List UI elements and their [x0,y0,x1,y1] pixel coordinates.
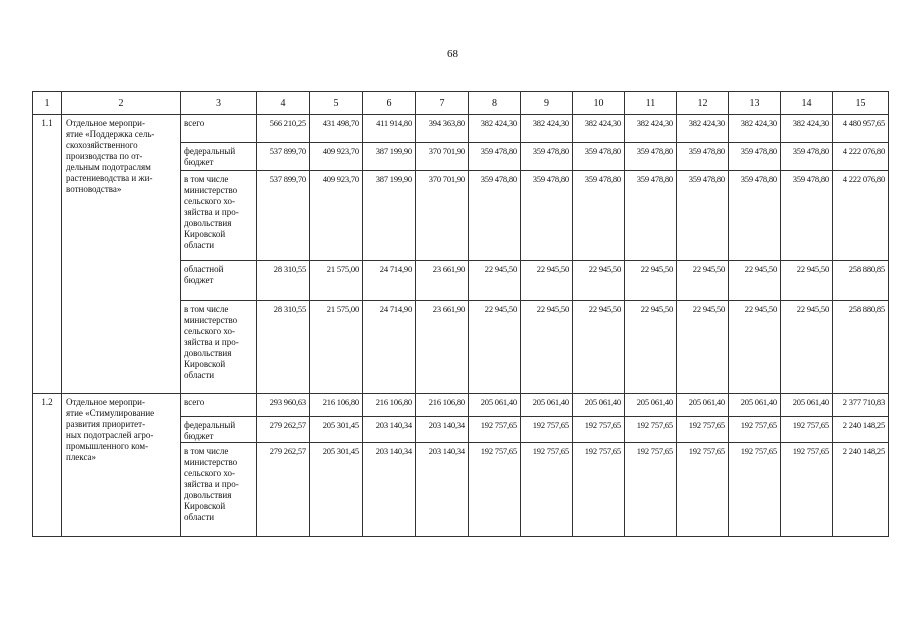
column-header: 12 [677,92,729,115]
year-value: 279 262,57 [257,443,310,537]
year-value: 359 478,80 [677,143,729,171]
column-header: 10 [573,92,625,115]
year-value: 192 757,65 [573,417,625,443]
year-value: 192 757,65 [521,443,573,537]
year-value: 205 061,40 [573,394,625,417]
year-value: 216 106,80 [310,394,363,417]
funding-source-label: всего [181,394,257,417]
year-value: 205 061,40 [521,394,573,417]
year-value: 22 945,50 [625,301,677,394]
total-value: 2 240 148,25 [833,443,889,537]
year-value: 566 210,25 [257,115,310,143]
year-value: 22 945,50 [625,261,677,301]
year-value: 192 757,65 [729,443,781,537]
year-value: 370 701,90 [416,171,469,261]
year-value: 431 498,70 [310,115,363,143]
year-value: 359 478,80 [573,171,625,261]
year-value: 192 757,65 [781,443,833,537]
header-row [33,92,889,115]
year-value: 192 757,65 [625,443,677,537]
year-value: 205 061,40 [677,394,729,417]
year-value: 203 140,34 [416,417,469,443]
year-value: 382 424,30 [625,115,677,143]
funding-source-label: федеральный бюджет [181,417,257,443]
year-value: 382 424,30 [573,115,625,143]
column-header: 3 [181,92,257,115]
year-value: 22 945,50 [521,261,573,301]
year-value: 359 478,80 [729,171,781,261]
column-header: 7 [416,92,469,115]
item-description: Отдельное меропри- ятие «Поддержка сель- скохозяйственного производства по от- дельным подотраслям растениеводства и жи- вотноводства» [62,115,181,394]
year-value: 216 106,80 [363,394,416,417]
table-row [33,394,889,417]
column-header: 1 [33,92,62,115]
column-header: 15 [833,92,889,115]
year-value: 382 424,30 [781,115,833,143]
year-value: 28 310,55 [257,301,310,394]
year-value: 293 960,63 [257,394,310,417]
year-value: 22 945,50 [677,301,729,394]
funding-source-label: областной бюджет [181,261,257,301]
year-value: 192 757,65 [781,417,833,443]
budget-table [32,91,889,537]
year-value: 192 757,65 [677,443,729,537]
column-header: 11 [625,92,677,115]
year-value: 22 945,50 [573,261,625,301]
year-value: 22 945,50 [729,301,781,394]
year-value: 192 757,65 [573,443,625,537]
year-value: 21 575,00 [310,301,363,394]
year-value: 382 424,30 [521,115,573,143]
year-value: 192 757,65 [677,417,729,443]
column-header: 4 [257,92,310,115]
item-number: 1.1 [33,115,62,394]
year-value: 24 714,90 [363,261,416,301]
total-value: 2 377 710,83 [833,394,889,417]
year-value: 359 478,80 [781,143,833,171]
year-value: 21 575,00 [310,261,363,301]
total-value: 258 880,85 [833,261,889,301]
year-value: 22 945,50 [781,261,833,301]
column-header: 5 [310,92,363,115]
year-value: 359 478,80 [521,171,573,261]
year-value: 394 363,80 [416,115,469,143]
year-value: 192 757,65 [469,417,521,443]
year-value: 382 424,30 [677,115,729,143]
year-value: 205 301,45 [310,443,363,537]
year-value: 23 661,90 [416,301,469,394]
total-value: 4 222 076,80 [833,143,889,171]
year-value: 537 899,70 [257,171,310,261]
year-value: 359 478,80 [521,143,573,171]
total-value: 258 880,85 [833,301,889,394]
year-value: 359 478,80 [781,171,833,261]
column-header: 14 [781,92,833,115]
year-value: 23 661,90 [416,261,469,301]
funding-source-label: в том числе министерство сельского хо- зяйства и про- довольствия Кировской области [181,171,257,261]
year-value: 382 424,30 [729,115,781,143]
year-value: 22 945,50 [677,261,729,301]
year-value: 359 478,80 [469,143,521,171]
year-value: 205 061,40 [469,394,521,417]
year-value: 370 701,90 [416,143,469,171]
funding-source-label: в том числе министерство сельского хо- зяйства и про- довольствия Кировской области [181,443,257,537]
column-header: 9 [521,92,573,115]
year-value: 192 757,65 [625,417,677,443]
total-value: 2 240 148,25 [833,417,889,443]
year-value: 359 478,80 [469,171,521,261]
year-value: 359 478,80 [573,143,625,171]
year-value: 192 757,65 [469,443,521,537]
year-value: 205 061,40 [729,394,781,417]
year-value: 203 140,34 [416,443,469,537]
year-value: 22 945,50 [781,301,833,394]
item-number: 1.2 [33,394,62,537]
year-value: 387 199,90 [363,171,416,261]
year-value: 22 945,50 [469,261,521,301]
year-value: 387 199,90 [363,143,416,171]
funding-source-label: всего [181,115,257,143]
year-value: 205 061,40 [781,394,833,417]
column-header: 2 [62,92,181,115]
year-value: 216 106,80 [416,394,469,417]
year-value: 22 945,50 [573,301,625,394]
year-value: 24 714,90 [363,301,416,394]
year-value: 192 757,65 [729,417,781,443]
year-value: 409 923,70 [310,171,363,261]
year-value: 22 945,50 [729,261,781,301]
column-header: 6 [363,92,416,115]
total-value: 4 222 076,80 [833,171,889,261]
year-value: 205 301,45 [310,417,363,443]
year-value: 359 478,80 [677,171,729,261]
item-description: Отдельное меропри- ятие «Стимулирование развития приоритет- ных подотраслей агро- промышленного ком- плекса» [62,394,181,537]
year-value: 359 478,80 [729,143,781,171]
year-value: 22 945,50 [469,301,521,394]
funding-source-label: федеральный бюджет [181,143,257,171]
year-value: 359 478,80 [625,171,677,261]
year-value: 22 945,50 [521,301,573,394]
funding-source-label: в том числе министерство сельского хо- зяйства и про- довольствия Кировской области [181,301,257,394]
column-header: 13 [729,92,781,115]
year-value: 411 914,80 [363,115,416,143]
year-value: 203 140,34 [363,417,416,443]
year-value: 28 310,55 [257,261,310,301]
page-number: 68 [447,48,458,60]
total-value: 4 480 957,65 [833,115,889,143]
year-value: 203 140,34 [363,443,416,537]
year-value: 192 757,65 [521,417,573,443]
year-value: 205 061,40 [625,394,677,417]
year-value: 382 424,30 [469,115,521,143]
column-header: 8 [469,92,521,115]
year-value: 279 262,57 [257,417,310,443]
year-value: 537 899,70 [257,143,310,171]
table-row [33,115,889,143]
year-value: 409 923,70 [310,143,363,171]
year-value: 359 478,80 [625,143,677,171]
